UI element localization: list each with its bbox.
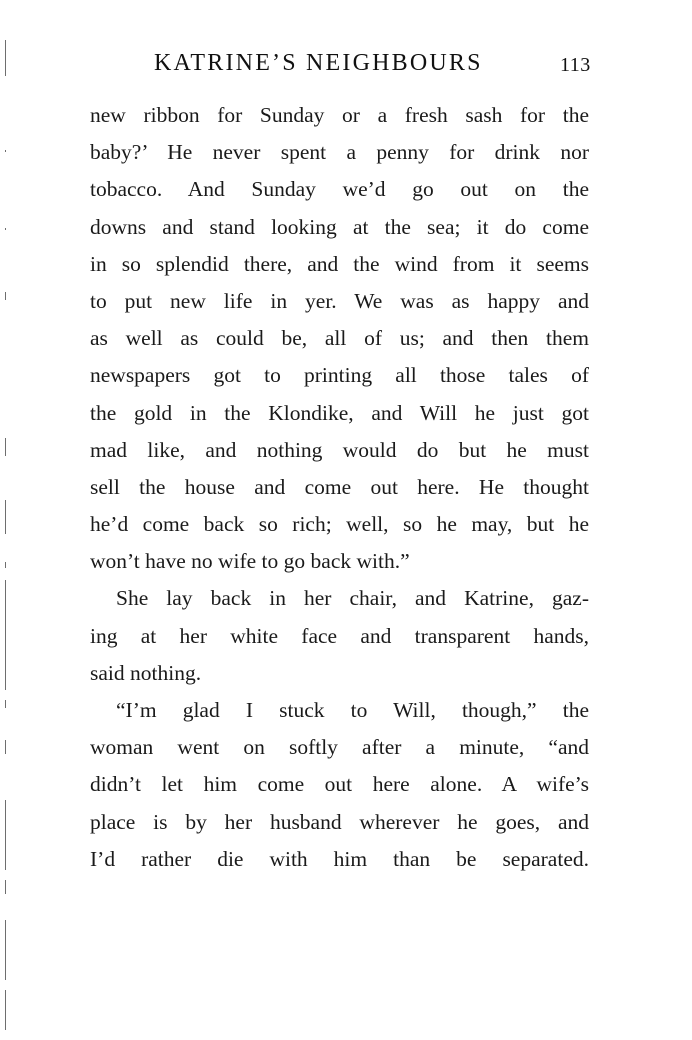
text-line: won’t have no wife to go back with.” [90, 549, 410, 574]
text-line: I’d rather die with him than be separated. [90, 846, 589, 871]
text-line: place is by her husband wherever he goes, and [90, 809, 589, 834]
running-title: KATRINE’S NEIGHBOURS [154, 50, 483, 76]
page-edge-marks [5, 0, 9, 1040]
text-line: to put new life in yer. We was as happy and [90, 288, 589, 313]
body-text [90, 97, 589, 878]
page-number: 113 [560, 54, 591, 76]
text-line: the gold in the Klondike, and Will he just got [90, 400, 589, 425]
text-line: mad like, and nothing would do but he must [90, 437, 589, 462]
text-line: sell the house and come out here. He thought [90, 474, 589, 499]
paragraph [90, 692, 589, 878]
text-line: tobacco. And Sunday we’d go out on the [90, 177, 589, 202]
text-line: he’d come back so rich; well, so he may, but he [90, 512, 589, 537]
page-header [0, 46, 692, 86]
text-line: “I’m glad I stuck to Will, though,” the [116, 698, 589, 722]
paragraph [90, 580, 589, 692]
paragraph [90, 97, 589, 580]
text-line: newspapers got to printing all those tales of [90, 363, 589, 388]
text-line: downs and stand looking at the sea; it do come [90, 214, 589, 239]
text-line: new ribbon for Sunday or a fresh sash for the [90, 103, 589, 127]
text-line: as well as could be, all of us; and then them [90, 326, 589, 351]
text-line: woman went on softly after a minute, “and [90, 735, 589, 760]
text-line: said nothing. [90, 660, 202, 685]
text-line: baby?’ He never spent a penny for drink nor [90, 140, 589, 165]
text-line: She lay back in her chair, and Katrine, gaz- [116, 586, 589, 611]
text-line: ing at her white face and transparent hands, [90, 623, 589, 648]
text-line: in so splendid there, and the wind from it seems [90, 251, 589, 276]
text-line: didn’t let him come out here alone. A wife’s [90, 772, 589, 797]
